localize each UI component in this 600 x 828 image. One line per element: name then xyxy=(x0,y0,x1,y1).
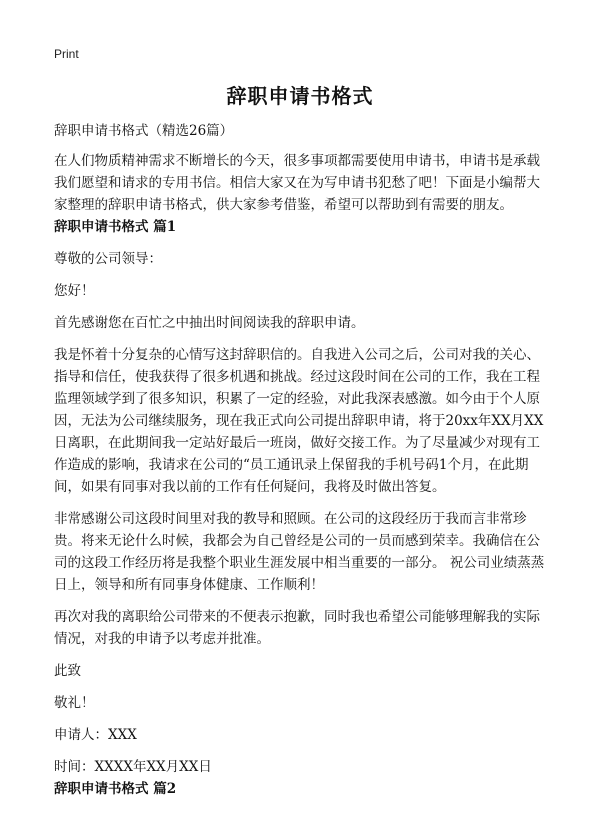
letter-salutation: 尊敬的公司领导： xyxy=(54,251,162,267)
section-heading-1: 辞职申请书格式 篇1 xyxy=(54,219,177,235)
intro-subtitle: 辞职申请书格式（精选26篇） xyxy=(54,123,234,139)
section-heading-2: 辞职申请书格式 篇2 xyxy=(54,781,177,797)
letter-closing-2: 敬礼！ xyxy=(54,695,95,711)
intro-paragraph: 在人们物质精神需求不断增长的今天，很多事项都需要使用申请书，申请书是承载我们愿望和请求的专用书信。相信大家又在为写申请书犯愁了吧！下面是小编帮大家整理的辞职申请书格式，供大家参考借鉴，希望可以帮助到有需要的朋友。 xyxy=(54,153,540,213)
letter-applicant: 申请人：XXX xyxy=(54,727,137,743)
letter-paragraph-2: 我是怀着十分复杂的心情写这封辞职信的。自我进入公司之后，公司对我的关心、指导和信任，使我获得了很多机遇和挑战。经过这段时间在公司的工作，我在工程监理领域学到了很多知识，积累了一定的经验，对此我深表感激。如今由于个人原因，无法为公司继续服务，现在我正式向公司提出辞职申请，将于20xx年XX月XX日离职，在此期间我一定站好最后一班岗，做好交接工作。为了尽量减少对现有工作造成的影响，我请求在公司的“员工通讯录上保留我的手机号码1个月，在此期间，如果有同事对我以前的工作有任何疑问，我将及时做出答复。 xyxy=(54,347,544,495)
document-title: 辞职申请书格式 xyxy=(226,84,374,108)
print-label: Print xyxy=(54,47,79,61)
letter-paragraph-1: 首先感谢您在百忙之中抽出时间阅读我的辞职申请。 xyxy=(54,315,365,331)
document-body xyxy=(54,120,550,800)
letter-date: 时间：XXXX年XX月XX日 xyxy=(54,759,212,775)
letter-greeting: 您好！ xyxy=(54,283,95,299)
letter-paragraph-3: 非常感谢公司这段时间里对我的教导和照顾。在公司的这段经历于我而言非常珍贵。将来无论什么时候，我都会为自己曾经是公司的一员而感到荣幸。我确信在公司的这段工作经历将是我整个职业生涯发展中相当重要的一部分。 祝公司业绩蒸蒸日上，领导和所有同事身体健康、工作顺利！ xyxy=(54,511,545,593)
letter-paragraph-4: 再次对我的离职给公司带来的不便表示抱歉，同时我也希望公司能够理解我的实际情况，对我的申请予以考虑并批准。 xyxy=(54,609,540,647)
letter-closing-1: 此致 xyxy=(54,663,81,679)
